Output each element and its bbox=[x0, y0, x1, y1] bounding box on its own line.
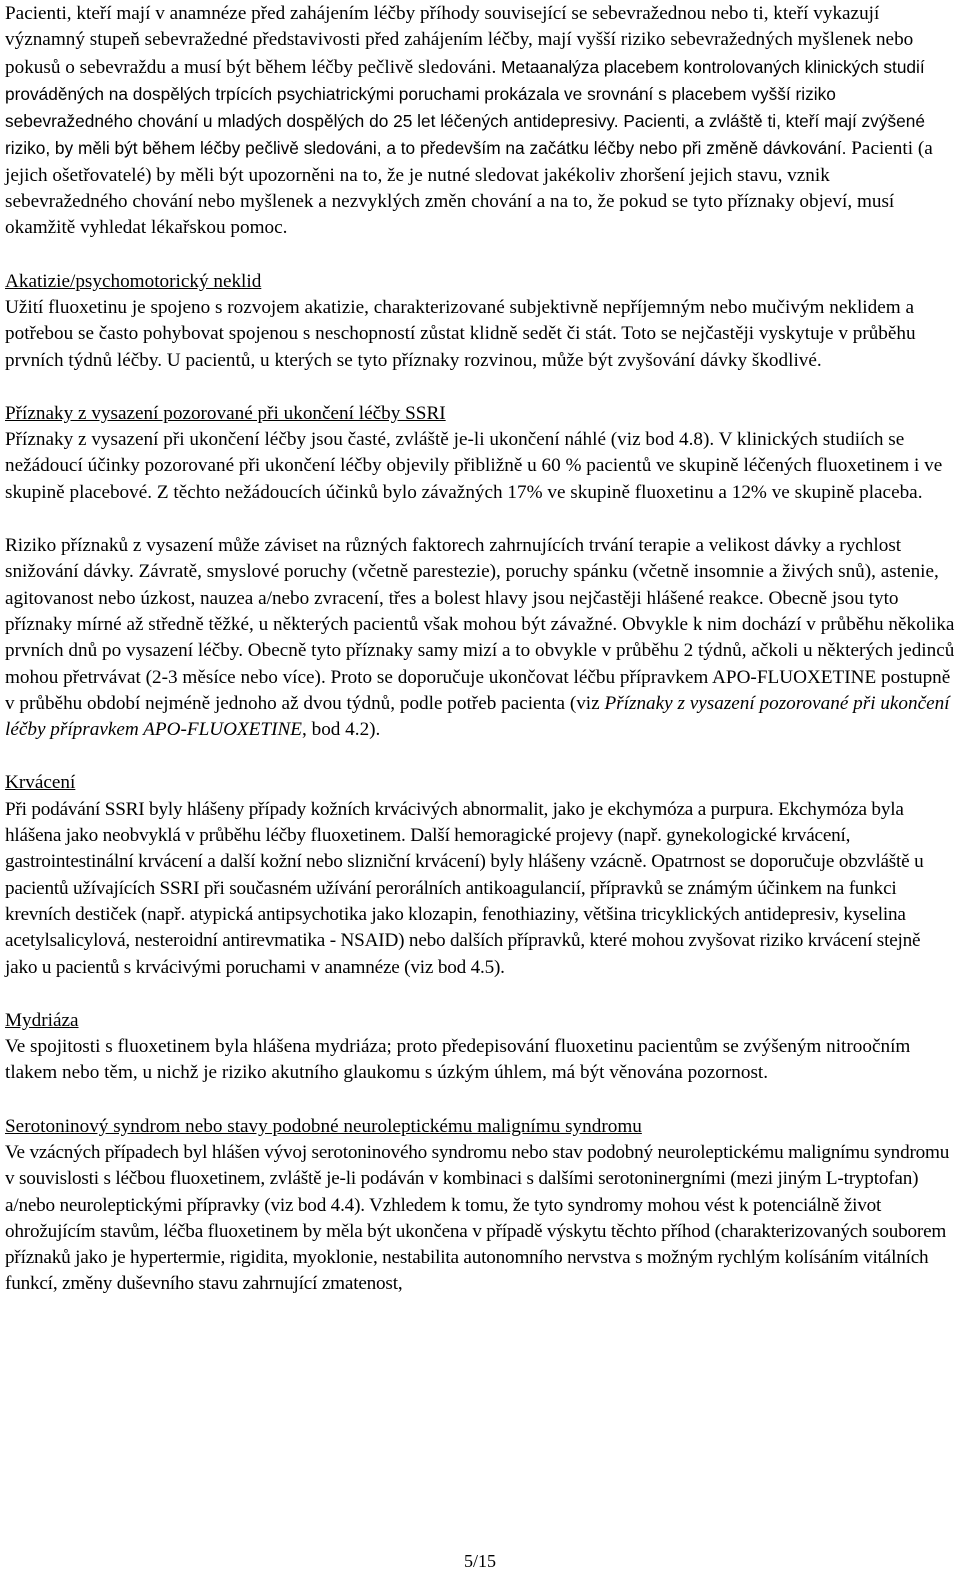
monitoring-text: Pacienti, a zvláště ti, kteří mají zvýšené riziko, by měli být během léčby pečlivě sledováni, a to především na začátku léčby nebo při změně dávkování. bbox=[5, 111, 925, 159]
withdrawal-section-reference: Příznaky z vysazení pozorované při ukončení léčby přípravkem APO-FLUOXETINE bbox=[5, 692, 950, 741]
suicide-history-text: Pacienti, kteří mají v anamnéze před zahájením léčby příhody související se sebevražednou nebo ti, kteří vykazují významný stupeň sebevražedné představivosti před zahájením léčby, mají vyšší riziko sebevražedných myšlenek nebo pokusů o sebevraždu a musí být během léčby pečlivě sledováni. bbox=[5, 3, 914, 78]
serotonin-syndrome-heading: Serotoninový syndrom nebo stavy podobné neuroleptickému malignímu syndromu bbox=[5, 1115, 642, 1137]
serotonin-syndrome-paragraph: Ve vzácných případech byl hlášen vývoj serotoninového syndromu nebo stav podobný neuroleptickému malignímu syndromu v souvislosti s léčbou fluoxetinem, zvláště je-li podáván v kombinaci s dalšími serotoninergními (mezi jiným L-tryptofan) a/nebo neuroleptickými přípravky (viz bod 4.4). Vzhledem k tomu, že tyto syndromy mohou vést k potenciálně život ohrožujícím stavům, léčba fluoxetinem by měla být ukončena v případě výskytu těchto příhod (charakterizovaných souborem příznaků jako je hypertermie, rigidita, myoklonie, nestabilita autonomního nervstva s možným rychlým kolísáním vitálních funkcí, změny duševního stavu zahrnující zmatenost, bbox=[5, 1141, 950, 1295]
akathisia-paragraph: Užití fluoxetinu je spojeno s rozvojem akatizie, charakterizované subjektivně nepříjemným nebo mučivým neklidem a potřebou se často pohybovat spojenou s neschopností zůstat klidně sedět či stát. Toto se nejčastěji vyskytuje v průběhu prvních týdnů léčby. U pacientů, u kterých se tyto příznaky rozvinou, může být zvyšování dávky škodlivé. bbox=[5, 296, 916, 371]
meta-analysis-text: Metaanalýza placebem kontrolovaných klinických studií prováděných na dospělých trpících psychiatrickými poruchami prokázala ve srovnání s placebem vyšší riziko sebevražedného chování u mladých dospělých do 25 let léčených antidepresivy. bbox=[5, 56, 925, 132]
withdrawal-paragraph: Příznaky z vysazení při ukončení léčby jsou časté, zvláště je-li ukončení náhlé (viz bod 4.8). V klinických studiích se nežádoucí účinky pozorované při ukončení léčby objevily přibližně u 60 % pacientů ve skupině léčených fluoxetinem i ve skupině placebové. Z těchto nežádoucích účinků bylo závažných 17% ve skupině fluoxetinu a 12% ve skupině placeba. bbox=[5, 429, 943, 503]
mydriasis-paragraph: Ve spojitosti s fluoxetinem byla hlášena mydriáza; proto předepisování fluoxetinu pacientům se zvýšeným nitroočním tlakem nebo těm, u nichž je riziko akutního glaukomu s úzkým úhlem, má být věnována pozornost. bbox=[5, 1036, 911, 1084]
withdrawal-heading: Příznaky z vysazení pozorované při ukončení léčby SSRI bbox=[5, 402, 446, 424]
withdrawal-risk-end: , bod 4.2). bbox=[302, 719, 381, 741]
page-number: 5/15 bbox=[463, 1551, 496, 1571]
bleeding-heading: Krvácení bbox=[5, 772, 76, 794]
bleeding-paragraph: Při podávání SSRI byly hlášeny případy kožních krvácivých abnormalit, jako je ekchymóza a purpura. Ekchymóza byla hlášena jako neobvyklá v průběhu léčby fluoxetinem. Další hemoragické projevy (např. gynekologické krvácení, gastrointestinální krvácení a další kožní nebo slizniční krvácení) byly hlášeny vzácně. Opatrnost se doporučuje obzvláště u pacientů užívajících SSRI při současném užívání perorálních antikoagulancií, přípravků se známým účinkem na funkci krevních destiček (např. atypická antipsychotika jako klozapin, fenothiaziny, většina tricyklických antidepresiv, kyselina acetylsalicylová, nesteroidní antirevmatika - NSAID) nebo dalších přípravků, které mohou zvyšovat riziko krvácení stejně jako u pacientů s krvácivými poruchami v anamnéze (viz bod 4.5). bbox=[5, 798, 924, 978]
document-page bbox=[5, 1, 955, 1298]
akathisia-heading: Akatizie/psychomotorický neklid bbox=[5, 270, 262, 292]
mydriasis-heading: Mydriáza bbox=[5, 1009, 79, 1031]
withdrawal-risk-paragraph bbox=[5, 533, 955, 743]
withdrawal-risk-text: Riziko příznaků z vysazení může záviset na různých faktorech zahrnujících trvání terapie a velikost dávky a rychlost snižování dávky. Závratě, smyslové poruchy (včetně parestezie), poruchy spánku (včetně insomnie a živých snů), astenie, agitovanost nebo úzkost, nauzea a/nebo zvracení, třes a bolest hlavy jsou nejčastěji hlášené reakce. Obecně jsou tyto příznaky mírné až středně těžké, u některých pacientů však mohou být závažné. Obvykle k nim dochází v průběhu několika prvních dnů po vysazení léčby. Obecně tyto příznaky samy mizí a to obvykle v průběhu 2 týdnů, ačkoli u některých jedinců mohou přetrvávat (2-3 měsíce nebo více). Proto se doporučuje ukončovat léčbu přípravkem APO-FLUOXETINE postupně v průběhu období nejméně jednoho až dvou týdnů, podle potřeb pacienta (viz bbox=[5, 535, 955, 714]
suicide-risk-paragraph bbox=[5, 1, 955, 242]
caregiver-warning-text: Pacienti (a jejich ošetřovatelé) by měli být upozorněni na to, že je nutné sledovat jakékoliv zhoršení jejich stavu, vznik sebevražedného chování nebo myšlenek a nezvyklých změn chování a na to, že pokud se tyto příznaky objeví, musí okamžitě vyhledat lékařskou pomoc. bbox=[5, 138, 933, 239]
